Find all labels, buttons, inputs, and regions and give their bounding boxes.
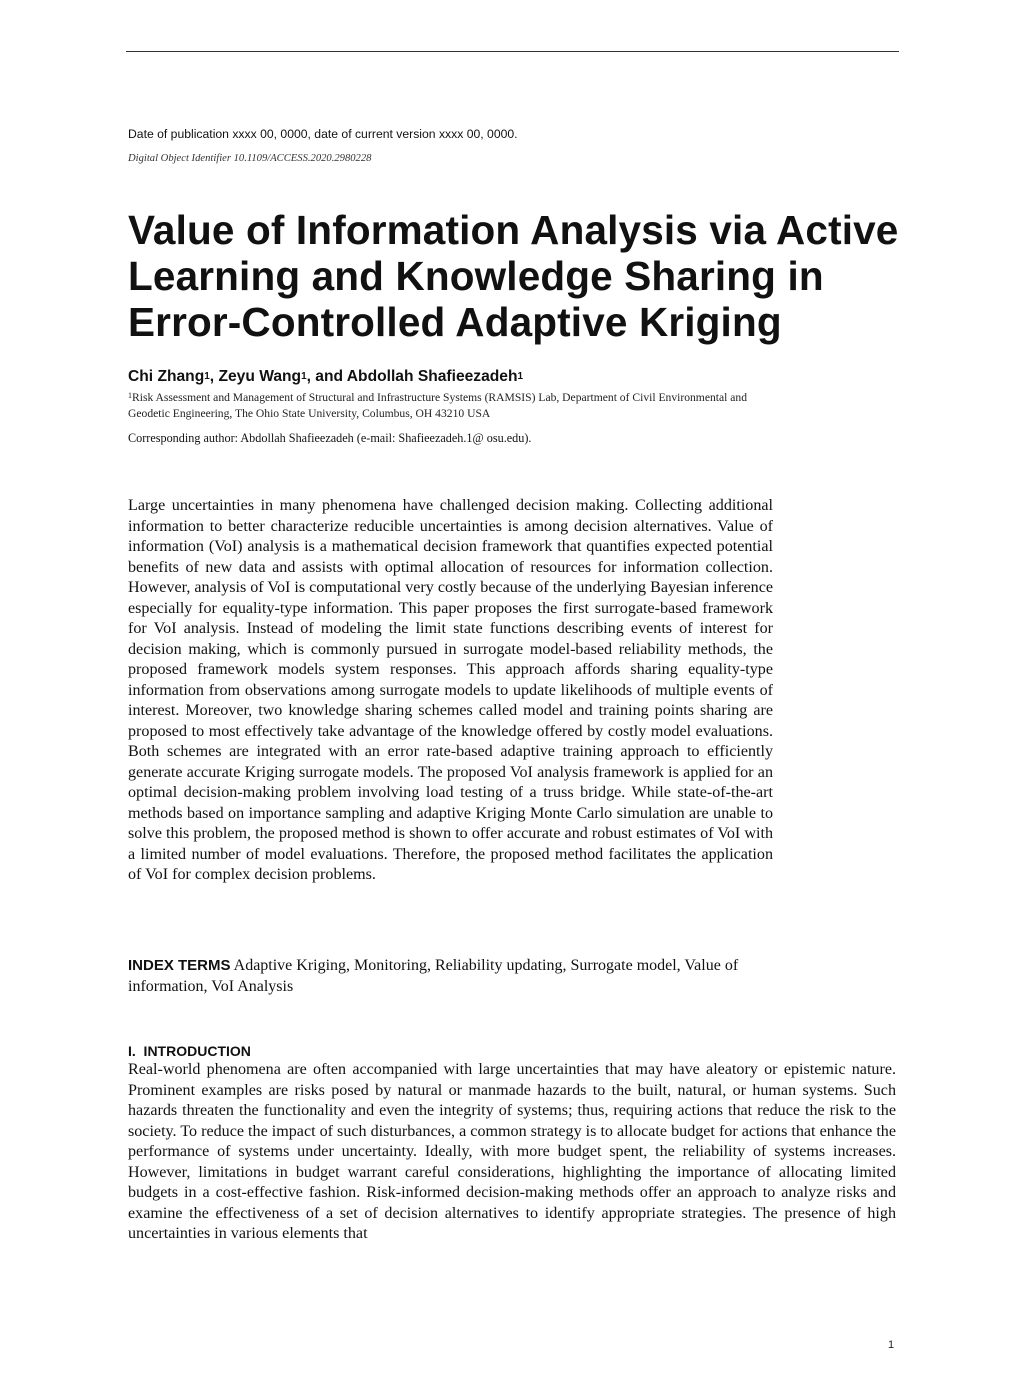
author-list — [128, 368, 523, 386]
affiliation-marker: 1 — [517, 371, 524, 382]
affiliation-marker: 1 — [204, 371, 210, 382]
header-rule — [126, 51, 899, 52]
author-name: Zeyu Wang — [218, 368, 302, 385]
abstract: Large uncertainties in many phenomena have challenged decision making. Collecting additional information to better characterize reducible uncertainties is among decision alternatives. Value of information (VoI) analysis is a mathematical decision framework that quantifies expected potential benefits of new data and assists with optimal allocation of resources for information collection. However, analysis of VoI is computational very costly because of the underlying Bayesian inference especially for equality-type information. This paper proposes the first surrogate-based framework for VoI analysis. Instead of modeling the limit state functions describing events of interest for decision making, which is commonly pursued in surrogate model-based reliability methods, the proposed framework models system responses. This approach affords sharing equality-type information from observations among surrogate models to update likelihoods of multiple events of interest. Moreover, two knowledge sharing schemes called model and training points sharing are proposed to most effectively take advantage of the knowledge offered by costly model evaluations. Both schemes are integrated with an error rate-based adaptive training approach to efficiently generate accurate Kriging surrogate models. The proposed VoI analysis framework is applied for an optimal decision-making problem involving load testing of a truss bridge. While state-of-the-art methods based on importance sampling and adaptive Kriging Monte Carlo simulation are unable to solve this problem, the proposed method is shown to offer accurate and robust estimates of VoI with a limited number of model evaluations. Therefore, the proposed method facilitates the application of VoI for complex decision problems. — [128, 497, 773, 883]
author-name: Abdollah Shafieezadeh — [346, 368, 518, 385]
doi-line: Digital Object Identifier 10.1109/ACCESS.2020.2980228 — [128, 153, 372, 164]
page-number: 1 — [888, 1339, 895, 1351]
affiliation-text: Risk Assessment and Management of Structural and Infrastructure Systems (RAMSIS) Lab, Department of Civil Environmental and Geodetic Engineering, The Ohio State University, Columbus, OH 43210 USA — [128, 391, 747, 420]
index-terms-label: INDEX TERMS — [128, 957, 231, 974]
affiliation-marker: 1 — [301, 371, 307, 382]
author-separator: , and — [306, 368, 347, 385]
author-name: Chi Zhang — [128, 368, 205, 385]
index-terms-text: Adaptive Kriging, Monitoring, Reliability updating, Surrogate model, Value of information, VoI Analysis — [128, 957, 739, 995]
index-terms — [128, 955, 773, 997]
publication-date: Date of publication xxxx 00, 0000, date of current version xxxx 00, 0000. — [128, 127, 518, 141]
corresponding-author: Corresponding author: Abdollah Shafieezadeh (e-mail: Shafieezadeh.1@ osu.edu). — [128, 431, 532, 445]
affiliation — [128, 390, 748, 422]
affiliation-marker: 1 — [128, 391, 132, 400]
introduction-text: Real-world phenomena are often accompanied with large uncertainties that may have aleatory or epistemic nature. Prominent examples are risks posed by natural or manmade hazards to the built, natural, or human systems. Such hazards threaten the functionality and even the integrity of systems; thus, requiring actions that reduce the risk to the society. To reduce the impact of such disturbances, a common strategy is to allocate budget for actions that enhance the performance of systems under uncertainty. Ideally, with more budget spent, the reliability of systems increases. However, limitations in budget warrant careful considerations, highlighting the importance of allocating limited budgets in a cost-effective fashion. Risk-informed decision-making methods offer an approach to analyze risks and examine the effectiveness of a set of decision alternatives to identify appropriate strategies. The presence of high uncertainties in various elements that — [128, 1061, 896, 1242]
paper-title: Value of Information Analysis via Active Learning and Knowledge Sharing in Error-Controlled Adaptive Kriging — [128, 207, 899, 345]
author-separator: , — [209, 368, 219, 385]
section-heading-introduction: I. INTRODUCTION — [128, 1043, 251, 1059]
